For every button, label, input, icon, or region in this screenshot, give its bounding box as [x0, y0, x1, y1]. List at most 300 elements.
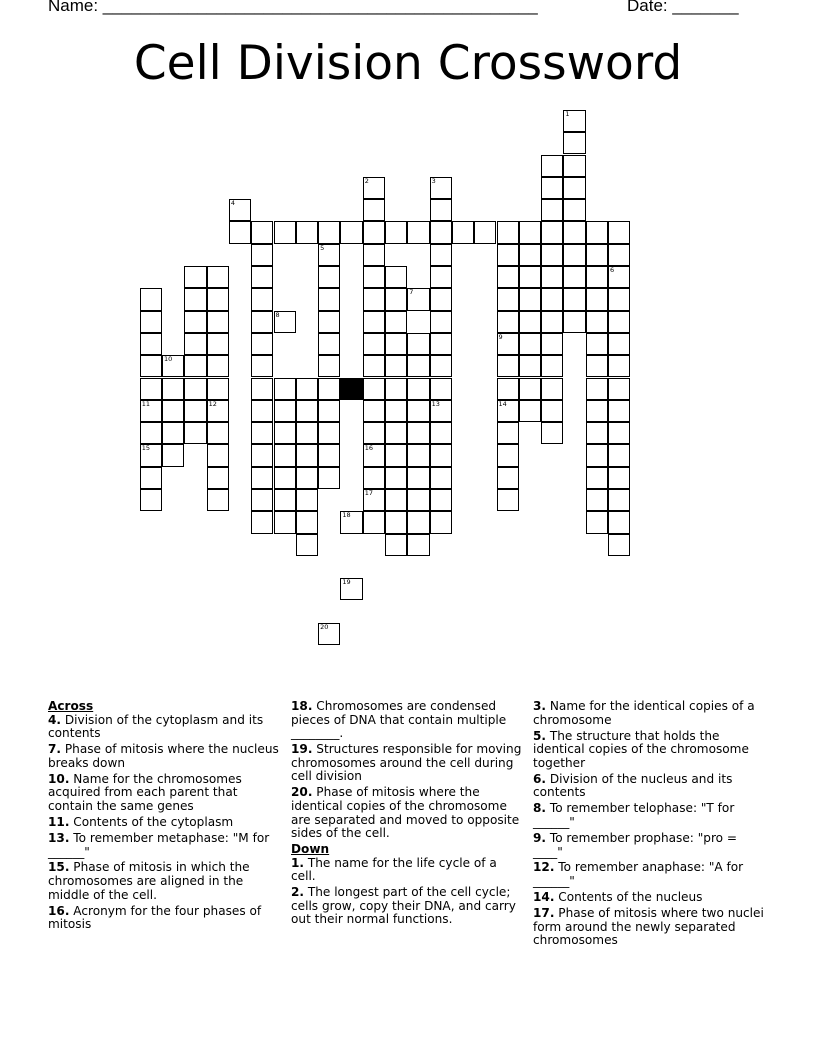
- grid-cell[interactable]: [363, 333, 385, 355]
- clue-item: [533, 861, 765, 888]
- black-cell: [340, 378, 362, 400]
- grid-cell[interactable]: [251, 288, 273, 310]
- grid-cell[interactable]: [140, 444, 162, 466]
- grid-cell[interactable]: [586, 422, 608, 444]
- grid-cell[interactable]: [608, 422, 630, 444]
- grid-cell[interactable]: [563, 221, 585, 243]
- grid-cell[interactable]: [363, 378, 385, 400]
- clue-number: 2: [364, 176, 369, 185]
- grid-cell[interactable]: [184, 311, 206, 333]
- grid-cell[interactable]: [541, 400, 563, 422]
- grid-cell[interactable]: [497, 355, 519, 377]
- grid-cell[interactable]: [251, 422, 273, 444]
- clue-item: [291, 857, 523, 884]
- grid-cell[interactable]: [207, 489, 229, 511]
- grid-cell[interactable]: [251, 400, 273, 422]
- grid-cell[interactable]: [430, 378, 452, 400]
- page-title: Cell Division Crossword: [133, 36, 683, 91]
- grid-cell[interactable]: [608, 400, 630, 422]
- grid-cell[interactable]: [318, 422, 340, 444]
- grid-cell[interactable]: [519, 355, 541, 377]
- clue-text: Phase of mitosis in which the chromosomes are aligned in the middle of the cell.: [48, 860, 250, 902]
- grid-cell[interactable]: [407, 355, 429, 377]
- clue-text: To remember metaphase: "M for ______": [48, 830, 270, 859]
- grid-cell[interactable]: [162, 355, 184, 377]
- grid-cell[interactable]: [296, 400, 318, 422]
- grid-cell[interactable]: [363, 511, 385, 533]
- grid-cell[interactable]: [541, 311, 563, 333]
- grid-cell[interactable]: [407, 422, 429, 444]
- grid-cell[interactable]: [140, 467, 162, 489]
- grid-cell[interactable]: [207, 422, 229, 444]
- clue-item: [533, 832, 765, 859]
- clue-number-label: 19.: [291, 742, 313, 757]
- grid-cell[interactable]: [430, 333, 452, 355]
- grid-cell[interactable]: [296, 534, 318, 556]
- grid-cell[interactable]: [430, 266, 452, 288]
- clue-number-label: 10.: [48, 771, 70, 786]
- grid-cell[interactable]: [608, 288, 630, 310]
- grid-cell[interactable]: [385, 355, 407, 377]
- grid-cell[interactable]: [251, 355, 273, 377]
- clue-number: 6: [610, 266, 615, 274]
- grid-cell[interactable]: [363, 489, 385, 511]
- grid-cell[interactable]: [207, 378, 229, 400]
- grid-cell[interactable]: [363, 177, 385, 199]
- grid-cell[interactable]: [274, 422, 296, 444]
- grid-cell[interactable]: [318, 623, 340, 645]
- grid-cell[interactable]: [541, 266, 563, 288]
- grid-cell[interactable]: [497, 288, 519, 310]
- grid-cell[interactable]: [497, 467, 519, 489]
- clue-item: [533, 891, 765, 905]
- clue-text: Name for the chromosomes acquired from each parent that contain the same genes: [48, 771, 242, 813]
- clue-text: Contents of the cytoplasm: [69, 814, 234, 829]
- clue-text: To remember prophase: "pro = ____": [533, 830, 738, 859]
- grid-cell[interactable]: [608, 444, 630, 466]
- grid-cell[interactable]: [318, 355, 340, 377]
- grid-cell[interactable]: [407, 467, 429, 489]
- grid-cell[interactable]: [519, 221, 541, 243]
- grid-cell[interactable]: [541, 333, 563, 355]
- grid-cell[interactable]: [363, 221, 385, 243]
- grid-cell[interactable]: [586, 266, 608, 288]
- clue-item: [291, 700, 523, 741]
- grid-cell[interactable]: [385, 333, 407, 355]
- grid-cell[interactable]: [586, 489, 608, 511]
- clue-number-label: 2.: [291, 885, 305, 900]
- grid-cell[interactable]: [318, 444, 340, 466]
- grid-cell[interactable]: [541, 244, 563, 266]
- grid-cell[interactable]: [586, 244, 608, 266]
- grid-cell[interactable]: [385, 444, 407, 466]
- clue-text: Division of the nucleus and its contents: [533, 771, 733, 800]
- grid-cell[interactable]: [497, 221, 519, 243]
- grid-cell[interactable]: [184, 400, 206, 422]
- grid-cell[interactable]: [608, 489, 630, 511]
- header: [48, 0, 748, 18]
- grid-cell[interactable]: [296, 467, 318, 489]
- grid-cell[interactable]: [497, 333, 519, 355]
- grid-cell[interactable]: [497, 244, 519, 266]
- grid-cell[interactable]: [229, 221, 251, 243]
- grid-cell[interactable]: [140, 288, 162, 310]
- grid-cell[interactable]: [563, 110, 585, 132]
- grid-cell[interactable]: [430, 221, 452, 243]
- grid-cell[interactable]: [430, 511, 452, 533]
- grid-cell[interactable]: [407, 378, 429, 400]
- grid-cell[interactable]: [430, 422, 452, 444]
- clue-text: Chromosomes are condensed pieces of DNA that contain multiple ________.: [291, 699, 507, 741]
- grid-cell[interactable]: [430, 467, 452, 489]
- grid-cell[interactable]: [207, 400, 229, 422]
- clue-item: [48, 832, 280, 859]
- clue-number: 3: [431, 176, 436, 185]
- grid-cell[interactable]: [140, 355, 162, 377]
- clue-number: 7: [409, 288, 414, 297]
- grid-cell[interactable]: [184, 288, 206, 310]
- grid-cell[interactable]: [497, 311, 519, 333]
- clue-item: [291, 743, 523, 784]
- clue-number: 19: [342, 578, 351, 587]
- clue-item: [533, 730, 765, 771]
- clue-text: Structures responsible for moving chromosomes around the cell during cell division: [291, 742, 522, 784]
- grid-cell[interactable]: [385, 489, 407, 511]
- grid-cell[interactable]: [251, 378, 273, 400]
- grid-cell[interactable]: [586, 333, 608, 355]
- grid-cell[interactable]: [497, 489, 519, 511]
- grid-cell[interactable]: [608, 467, 630, 489]
- grid-cell[interactable]: [407, 444, 429, 466]
- grid-cell[interactable]: [563, 177, 585, 199]
- grid-cell[interactable]: [541, 288, 563, 310]
- clue-item: [533, 802, 765, 829]
- grid-cell[interactable]: [563, 266, 585, 288]
- grid-cell[interactable]: [385, 378, 407, 400]
- grid-cell[interactable]: [363, 266, 385, 288]
- clue-number: 8: [275, 310, 280, 319]
- clue-number-label: 3.: [533, 699, 547, 713]
- clue-number: 5: [320, 243, 325, 252]
- grid-cell[interactable]: [340, 221, 362, 243]
- grid-cell[interactable]: [207, 311, 229, 333]
- clue-item: [48, 714, 280, 741]
- grid-cell[interactable]: [184, 378, 206, 400]
- clue-number: 20: [320, 622, 329, 631]
- grid-cell[interactable]: [184, 355, 206, 377]
- grid-cell[interactable]: [430, 311, 452, 333]
- grid-cell[interactable]: [251, 489, 273, 511]
- clue-number: 1: [565, 109, 570, 118]
- grid-cell[interactable]: [497, 400, 519, 422]
- grid-cell[interactable]: [608, 333, 630, 355]
- clue-number-label: 9.: [533, 830, 547, 845]
- grid-cell[interactable]: [407, 400, 429, 422]
- grid-cell[interactable]: [318, 467, 340, 489]
- grid-cell[interactable]: [586, 288, 608, 310]
- clue-text: Name for the identical copies of a chromosome: [533, 699, 755, 727]
- grid-cell[interactable]: [430, 444, 452, 466]
- grid-cell[interactable]: [318, 244, 340, 266]
- clue-number-label: 14.: [533, 890, 555, 905]
- grid-cell[interactable]: [407, 511, 429, 533]
- grid-cell[interactable]: [385, 422, 407, 444]
- grid-cell[interactable]: [608, 311, 630, 333]
- grid-cell[interactable]: [363, 355, 385, 377]
- clue-number: 13: [431, 399, 440, 408]
- grid-cell[interactable]: [541, 177, 563, 199]
- grid-cell[interactable]: [162, 378, 184, 400]
- down-clue-list-continued: [533, 700, 765, 948]
- grid-cell[interactable]: [318, 400, 340, 422]
- date-label: Date: _______: [627, 0, 739, 15]
- grid-cell[interactable]: [385, 288, 407, 310]
- grid-cell[interactable]: [519, 378, 541, 400]
- grid-cell[interactable]: [274, 467, 296, 489]
- grid-cell[interactable]: [274, 511, 296, 533]
- grid-cell[interactable]: [251, 511, 273, 533]
- grid-cell[interactable]: [608, 355, 630, 377]
- grid-cell[interactable]: [586, 311, 608, 333]
- grid-cell[interactable]: [519, 244, 541, 266]
- grid-cell[interactable]: [385, 311, 407, 333]
- clue-number: 9: [498, 332, 503, 341]
- clue-item: [48, 905, 280, 932]
- clue-item: [48, 743, 280, 770]
- grid-cell[interactable]: [563, 155, 585, 177]
- grid-cell[interactable]: [140, 311, 162, 333]
- grid-cell[interactable]: [586, 400, 608, 422]
- clue-item: [48, 773, 280, 814]
- grid-cell[interactable]: [318, 333, 340, 355]
- across-heading: Across: [48, 699, 94, 713]
- clue-number-label: 5.: [533, 728, 547, 743]
- clue-text: To remember anaphase: "A for ______": [533, 860, 744, 889]
- grid-cell[interactable]: [296, 422, 318, 444]
- grid-cell[interactable]: [407, 221, 429, 243]
- grid-cell[interactable]: [162, 444, 184, 466]
- grid-cell[interactable]: [296, 444, 318, 466]
- grid-cell[interactable]: [608, 266, 630, 288]
- grid-cell[interactable]: [586, 467, 608, 489]
- grid-cell[interactable]: [430, 400, 452, 422]
- grid-cell[interactable]: [586, 221, 608, 243]
- grid-cell[interactable]: [251, 266, 273, 288]
- clue-text: To remember telophase: "T for ______": [533, 801, 735, 829]
- grid-cell[interactable]: [162, 400, 184, 422]
- grid-cell[interactable]: [274, 400, 296, 422]
- grid-cell[interactable]: [184, 422, 206, 444]
- grid-cell[interactable]: [207, 333, 229, 355]
- grid-cell[interactable]: [251, 311, 273, 333]
- grid-cell[interactable]: [563, 244, 585, 266]
- grid-cell[interactable]: [519, 266, 541, 288]
- grid-cell[interactable]: [274, 221, 296, 243]
- grid-cell[interactable]: [586, 355, 608, 377]
- grid-cell[interactable]: [207, 355, 229, 377]
- grid-cell[interactable]: [541, 422, 563, 444]
- grid-cell[interactable]: [340, 511, 362, 533]
- clue-number: 11: [141, 399, 150, 408]
- clue-item: [533, 907, 765, 948]
- clue-number-label: 11.: [48, 814, 70, 829]
- grid-cell[interactable]: [385, 511, 407, 533]
- grid-cell[interactable]: [430, 288, 452, 310]
- across-clue-list-continued: [291, 700, 523, 841]
- grid-cell[interactable]: [385, 221, 407, 243]
- clue-number: 4: [230, 199, 236, 208]
- clue-number: 10: [164, 355, 173, 364]
- grid-cell[interactable]: [430, 489, 452, 511]
- clue-text: Division of the cytoplasm and its contents: [48, 712, 264, 741]
- clue-number-label: 1.: [291, 855, 305, 870]
- grid-cell[interactable]: [452, 221, 474, 243]
- grid-cell[interactable]: [541, 221, 563, 243]
- grid-cell[interactable]: [497, 422, 519, 444]
- grid-cell[interactable]: [385, 400, 407, 422]
- grid-cell[interactable]: [140, 400, 162, 422]
- clue-item: [291, 886, 523, 927]
- grid-cell[interactable]: [407, 288, 429, 310]
- grid-cell[interactable]: [541, 155, 563, 177]
- grid-cell[interactable]: [497, 266, 519, 288]
- clue-number-label: 13.: [48, 830, 70, 845]
- grid-cell[interactable]: [251, 221, 273, 243]
- grid-cell[interactable]: [430, 244, 452, 266]
- clue-number: 18: [342, 511, 351, 520]
- grid-cell[interactable]: [407, 333, 429, 355]
- grid-cell[interactable]: [608, 378, 630, 400]
- grid-cell[interactable]: [140, 489, 162, 511]
- grid-cell[interactable]: [608, 534, 630, 556]
- clue-number-label: 17.: [533, 906, 555, 921]
- grid-cell[interactable]: [363, 199, 385, 221]
- grid-cell[interactable]: [274, 378, 296, 400]
- grid-cell[interactable]: [363, 400, 385, 422]
- grid-cell[interactable]: [318, 378, 340, 400]
- grid-cell[interactable]: [251, 244, 273, 266]
- grid-cell[interactable]: [541, 355, 563, 377]
- grid-cell[interactable]: [363, 311, 385, 333]
- down-heading: Down: [291, 842, 330, 857]
- grid-cell[interactable]: [296, 489, 318, 511]
- grid-cell[interactable]: [407, 489, 429, 511]
- grid-cell[interactable]: [140, 333, 162, 355]
- clue-number-label: 4.: [48, 712, 62, 727]
- grid-cell[interactable]: [184, 266, 206, 288]
- grid-cell[interactable]: [274, 311, 296, 333]
- clue-number-label: 18.: [291, 699, 313, 713]
- grid-cell[interactable]: [363, 422, 385, 444]
- grid-cell[interactable]: [140, 378, 162, 400]
- clue-item: [48, 861, 280, 902]
- grid-cell[interactable]: [340, 578, 362, 600]
- grid-cell[interactable]: [318, 288, 340, 310]
- grid-cell[interactable]: [430, 355, 452, 377]
- clue-text: The name for the life cycle of a cell.: [291, 855, 497, 884]
- grid-cell[interactable]: [430, 199, 452, 221]
- grid-cell[interactable]: [586, 444, 608, 466]
- grid-cell[interactable]: [586, 511, 608, 533]
- grid-cell[interactable]: [608, 221, 630, 243]
- grid-cell[interactable]: [251, 333, 273, 355]
- grid-cell[interactable]: [519, 333, 541, 355]
- grid-cell[interactable]: [207, 467, 229, 489]
- clue-column-1: [48, 700, 280, 934]
- grid-cell[interactable]: [363, 244, 385, 266]
- clue-item: [291, 786, 523, 840]
- grid-cell[interactable]: [207, 288, 229, 310]
- grid-cell[interactable]: [363, 444, 385, 466]
- clue-text: The structure that holds the identical copies of the chromosome together: [533, 728, 749, 770]
- grid-cell[interactable]: [385, 266, 407, 288]
- grid-cell[interactable]: [296, 221, 318, 243]
- grid-cell[interactable]: [497, 378, 519, 400]
- grid-cell[interactable]: [541, 199, 563, 221]
- grid-cell[interactable]: [251, 467, 273, 489]
- grid-cell[interactable]: [519, 288, 541, 310]
- grid-cell[interactable]: [274, 489, 296, 511]
- grid-cell[interactable]: [184, 333, 206, 355]
- clue-number: 16: [364, 444, 373, 453]
- grid-cell[interactable]: [363, 467, 385, 489]
- grid-cell[interactable]: [296, 378, 318, 400]
- grid-cell[interactable]: [229, 199, 251, 221]
- grid-cell[interactable]: [140, 422, 162, 444]
- clue-number-label: 6.: [533, 771, 547, 786]
- grid-cell[interactable]: [274, 444, 296, 466]
- grid-cell[interactable]: [586, 378, 608, 400]
- clue-number-label: 7.: [48, 742, 62, 757]
- clue-number: 12: [208, 399, 217, 408]
- grid-cell[interactable]: [563, 199, 585, 221]
- grid-cell[interactable]: [541, 378, 563, 400]
- grid-cell[interactable]: [519, 400, 541, 422]
- grid-cell[interactable]: [474, 221, 496, 243]
- grid-cell[interactable]: [207, 444, 229, 466]
- grid-cell[interactable]: [318, 266, 340, 288]
- clue-item: [533, 700, 765, 727]
- clue-number: 15: [141, 444, 150, 453]
- grid-cell[interactable]: [318, 311, 340, 333]
- grid-cell[interactable]: [608, 244, 630, 266]
- grid-cell[interactable]: [251, 444, 273, 466]
- grid-cell[interactable]: [563, 311, 585, 333]
- grid-cell[interactable]: [497, 444, 519, 466]
- grid-cell[interactable]: [407, 534, 429, 556]
- clue-number: 14: [498, 399, 507, 408]
- grid-cell[interactable]: [563, 288, 585, 310]
- name-label: Name: ______________________________________________: [48, 0, 538, 15]
- down-clue-list: [291, 857, 523, 927]
- grid-cell[interactable]: [563, 132, 585, 154]
- grid-cell[interactable]: [519, 311, 541, 333]
- grid-cell[interactable]: [430, 177, 452, 199]
- clue-text: Contents of the nucleus: [554, 890, 703, 905]
- grid-cell[interactable]: [608, 511, 630, 533]
- grid-cell[interactable]: [385, 467, 407, 489]
- clue-text: Acronym for the four phases of mitosis: [48, 903, 262, 932]
- grid-cell[interactable]: [318, 221, 340, 243]
- grid-cell[interactable]: [296, 511, 318, 533]
- clue-text: The longest part of the cell cycle; cells grow, copy their DNA, and carry out their normal functions.: [291, 885, 516, 927]
- grid-cell[interactable]: [207, 266, 229, 288]
- clue-column-2: [291, 700, 523, 929]
- clue-item: [533, 773, 765, 800]
- grid-cell[interactable]: [385, 534, 407, 556]
- grid-cell[interactable]: [363, 288, 385, 310]
- grid-cell[interactable]: [162, 422, 184, 444]
